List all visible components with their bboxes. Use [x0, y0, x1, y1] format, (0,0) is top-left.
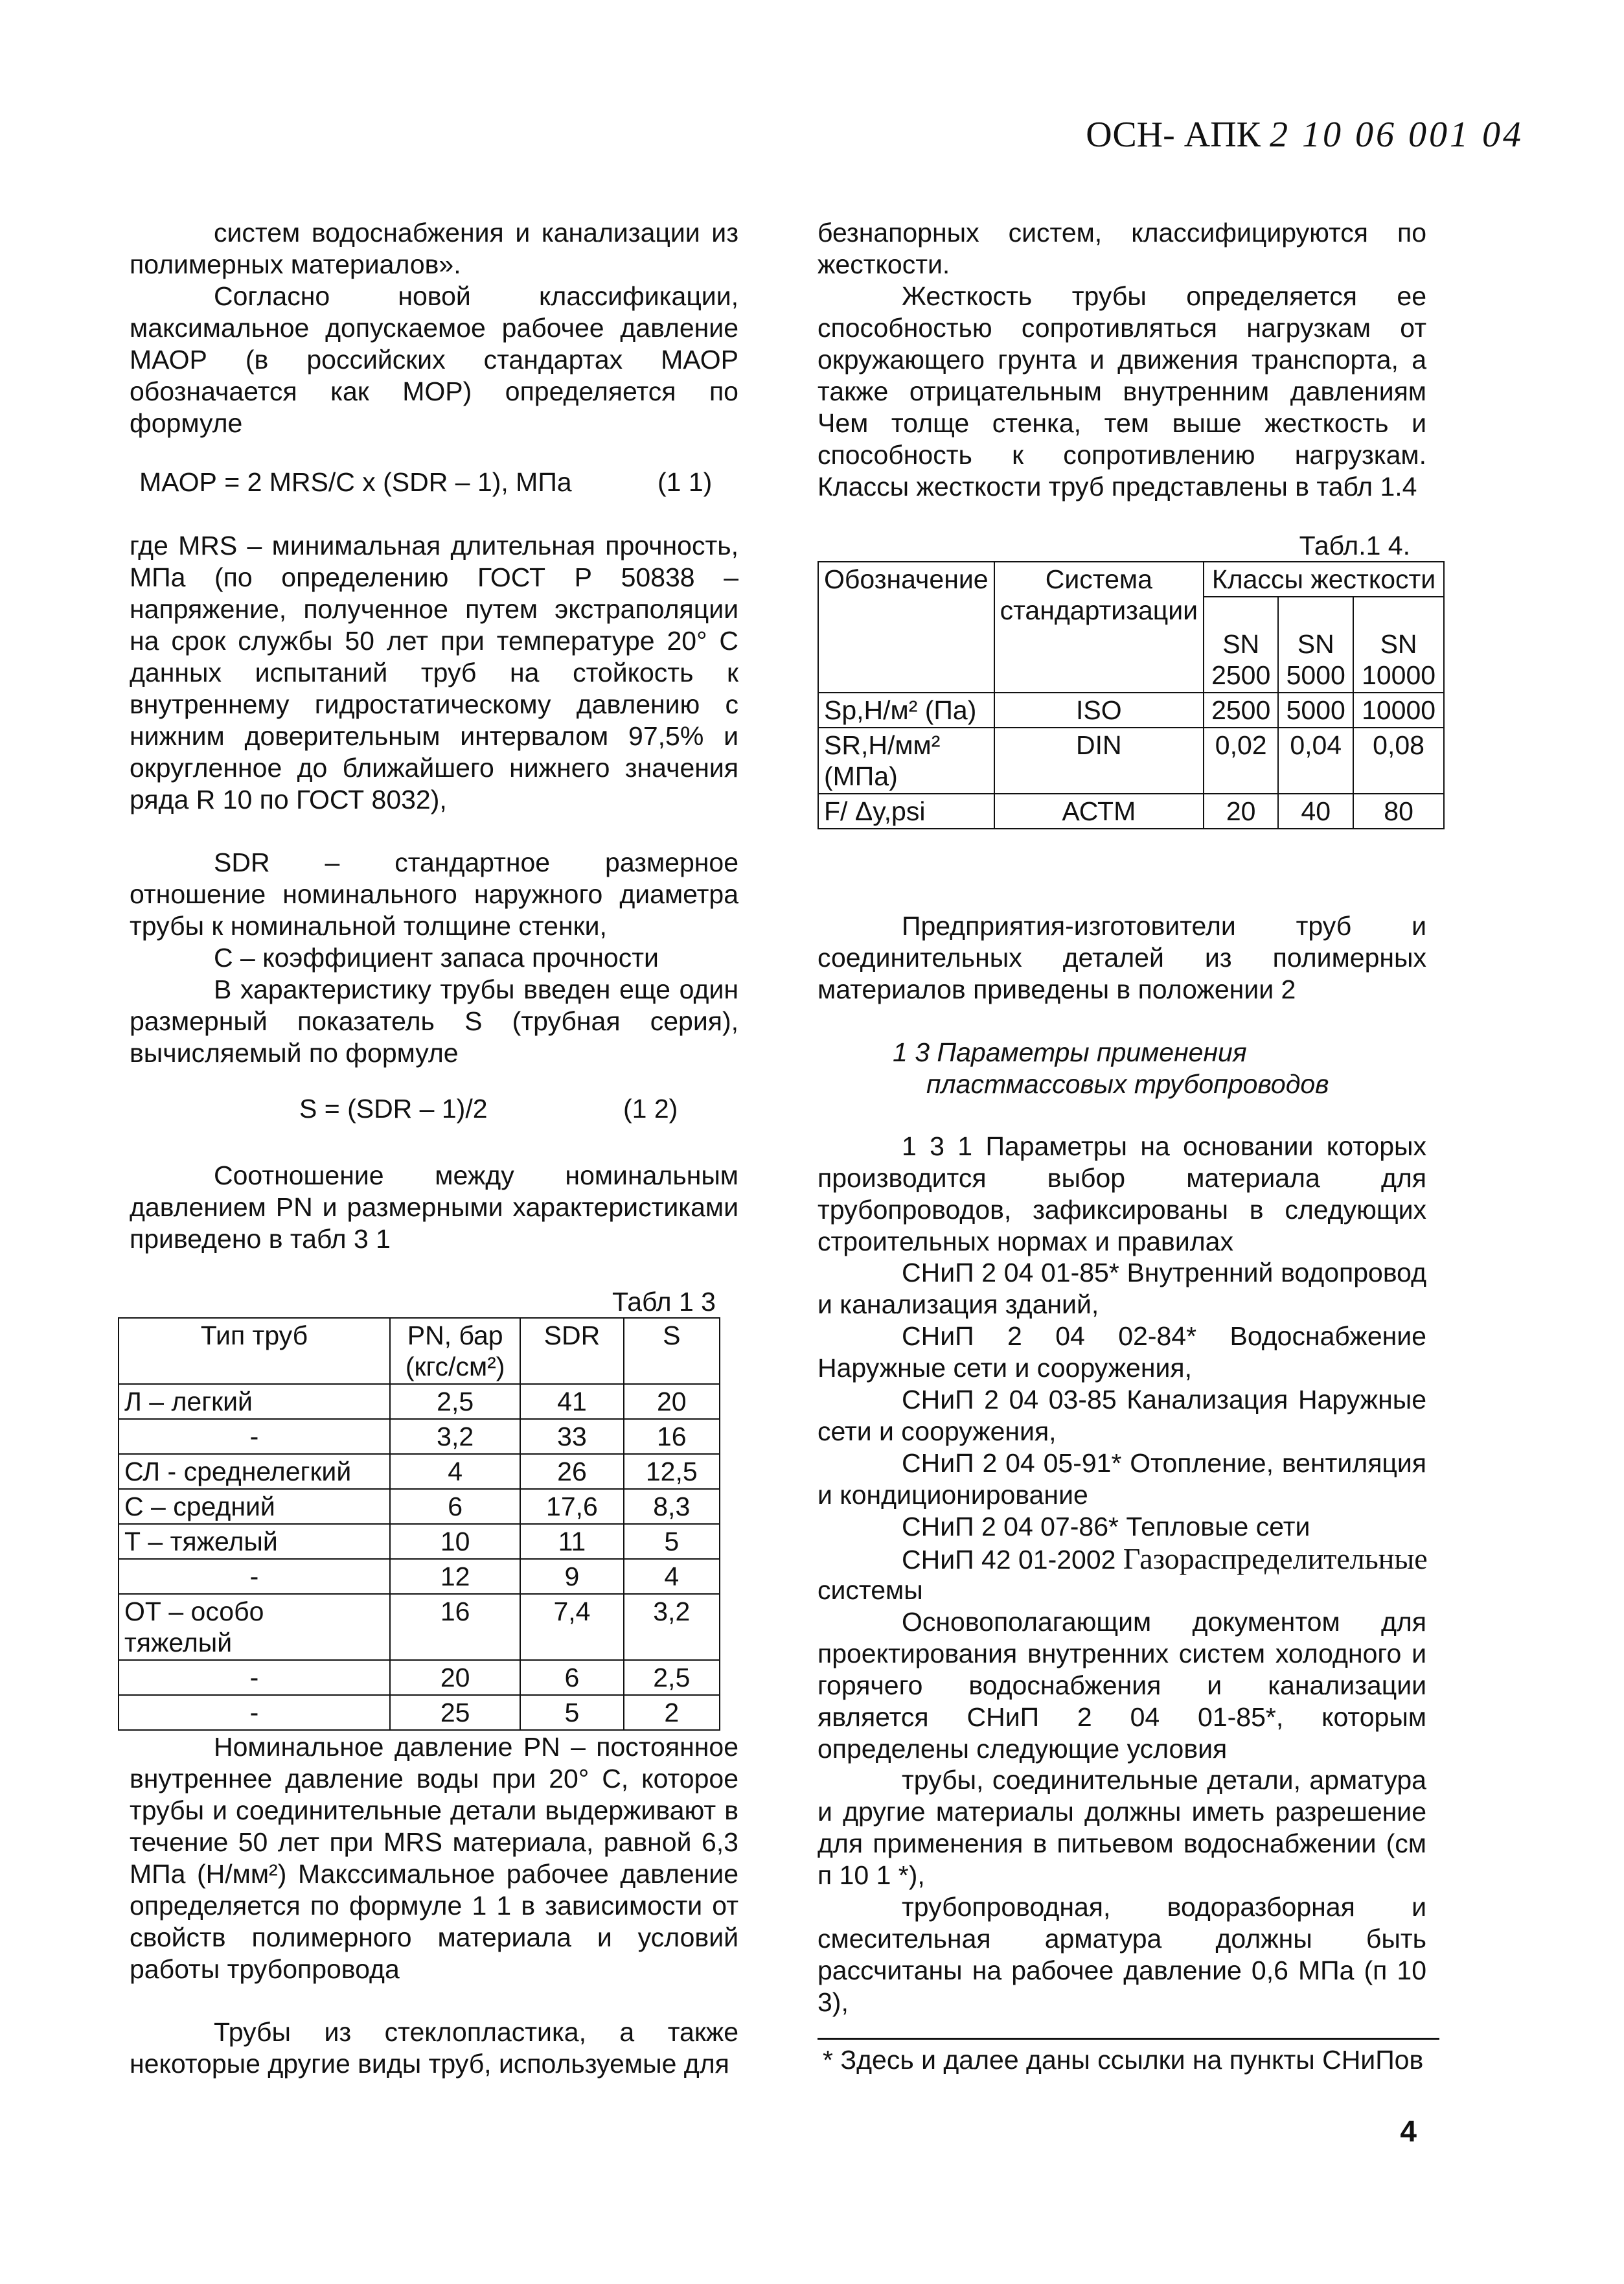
col-header-sn5000: SN 5000 — [1278, 597, 1353, 693]
col-header-sn2500: SN 2500 — [1204, 597, 1278, 693]
left-paragraph-6: В характеристику трубы введен еще один размерный показатель S (трубная серия), вычисляемый по формуле — [130, 975, 738, 1068]
table-cell: 12 — [390, 1559, 521, 1594]
formula-2-row — [130, 1093, 738, 1125]
table-cell: - — [119, 1695, 390, 1730]
snip-2-04-05-91: СНиП 2 04 05-91* Отопление, вентиляция и кондиционирование — [818, 1448, 1426, 1510]
col-header-designation: Обозначение — [818, 562, 994, 693]
table-cell: 80 — [1353, 794, 1444, 829]
table-cell: 4 — [390, 1454, 521, 1489]
section-title-line-2: пластмассовых трубопроводов — [926, 1069, 1329, 1099]
table-cell: 20 — [624, 1384, 720, 1419]
table-cell: 20 — [390, 1660, 521, 1695]
section-title — [893, 1037, 1424, 1100]
table-cell: SR,Н/мм² (МПа) — [818, 728, 994, 794]
table-cell: Sр,Н/м² (Па) — [818, 693, 994, 728]
table-cell: 0,08 — [1353, 728, 1444, 794]
snip-42-01-2002-title: Газораспределительные — [1123, 1542, 1428, 1575]
table-cell: 10000 — [1353, 693, 1444, 728]
table-cell: 0,04 — [1278, 728, 1353, 794]
table-cell: СЛ - среднелегкий — [119, 1454, 390, 1489]
table-cell: 9 — [520, 1559, 623, 1594]
document-code-prefix: ОСН- АПК — [1086, 115, 1261, 155]
right-paragraph-4: 1 3 1 Параметры на основании которых производится выбор материала для трубопроводов, зафиксированы в следующих строительных нормах и правилах — [818, 1131, 1426, 1256]
table-cell: Т – тяжелый — [119, 1524, 390, 1559]
table-cell: 20 — [1204, 794, 1278, 829]
table-cell: 2 — [624, 1695, 720, 1730]
snip-2-04-03-85: СНиП 2 04 03-85 Канализация Наружные сети и сооружения, — [818, 1385, 1426, 1446]
table-cell: 25 — [390, 1695, 521, 1730]
table-cell: - — [119, 1419, 390, 1454]
table-cell: 0,02 — [1204, 728, 1278, 794]
right-paragraph-7: трубопроводная, водоразборная и смесительная арматура должны быть рассчитаны на рабочее давление 0,6 МПа (п 10 3), — [818, 1892, 1426, 2017]
left-paragraph-8: Номинальное давление PN – постоянное внутреннее давление воды при 20° С, которое трубы и соединительные детали выдерживают в течение 50 лет при MRS материала, равной 6,3 МПа (Н/мм²) Максcимальное рабочее давление определяется по формуле 1 1 в зависимости от свойств полимерного материала и условий работы трубопровода — [130, 1732, 738, 1984]
footnote-separator — [818, 2038, 1439, 2040]
formula-1-number: (1 1) — [658, 467, 713, 497]
table-cell: 8,3 — [624, 1489, 720, 1524]
table-row — [119, 1660, 720, 1695]
left-paragraph-9: Трубы из стеклопластика, а также некоторые другие виды труб, используемые для — [130, 2017, 738, 2079]
table-row — [119, 1489, 720, 1524]
table-cell: 3,2 — [624, 1594, 720, 1660]
table-header-row — [818, 562, 1444, 597]
document-code-number: 2 10 06 001 04 — [1270, 115, 1524, 155]
right-paragraph-5: Основополагающим документом для проектирования внутренних систем холодного и горячего водоснабжения и канализации является СНиП 2 04 01-85*, которым определены следующие условия — [818, 1607, 1426, 1764]
col-header-system: Система стандартизации — [994, 562, 1204, 693]
table-row — [119, 1594, 720, 1660]
snip-42-01-2002 — [902, 1543, 1498, 1576]
table-cell: 40 — [1278, 794, 1353, 829]
snip-42-01-2002-title-cont: системы — [818, 1575, 923, 1605]
col-header-pipe-type: Тип труб — [119, 1318, 390, 1384]
table-cell: 2,5 — [390, 1384, 521, 1419]
table-cell: DIN — [994, 728, 1204, 794]
table-cell: 26 — [520, 1454, 623, 1489]
snip-2-04-02-84: СНиП 2 04 02-84* Водоснабжение Наружные сети и сооружения, — [818, 1321, 1426, 1383]
left-paragraph-3: где MRS – минимальная длительная прочность, МПа (по определению ГОСТ Р 50838 – напряжение, полученное путем экстраполяции на срок службы 50 лет при температуре 20° С данных испытаний труб на стойкость к внутреннему гидростатическому давлению с нижним доверительным интервалом 97,5% и округленное до ближайшего нижнего значения ряда R 10 по ГОСТ 8032), — [130, 531, 738, 814]
table-cell: АСТМ — [994, 794, 1204, 829]
left-paragraph-2: Согласно новой классификации, максимальное допускаемое рабочее давление МАОР (в российских стандартах МАОР обозначается как МОР) определяется по формуле — [130, 281, 738, 438]
table-cell: - — [119, 1660, 390, 1695]
table-row — [119, 1559, 720, 1594]
formula-2-number: (1 2) — [623, 1094, 678, 1124]
table-row — [119, 1454, 720, 1489]
table-header-row — [119, 1318, 720, 1384]
document-code — [1086, 115, 1524, 154]
left-paragraph-4: SDR – стандартное размерное отношение номинального наружного диаметра трубы к номинальной толщине стенки, — [130, 848, 738, 941]
section-title-line-1: 1 3 Параметры применения — [893, 1037, 1247, 1067]
col-header-s: S — [624, 1318, 720, 1384]
table-cell: 5000 — [1278, 693, 1353, 728]
right-paragraph-3: Предприятия-изготовители труб и соединительных деталей из полимерных материалов приведены в положении 2 — [818, 911, 1426, 1004]
table-cell: 5 — [624, 1524, 720, 1559]
table-cell: 4 — [624, 1559, 720, 1594]
table-row — [818, 693, 1444, 728]
table-cell: 2500 — [1204, 693, 1278, 728]
col-header-classes: Классы жесткости — [1204, 562, 1444, 597]
page-number: 4 — [1400, 2114, 1417, 2148]
table-cell: F/ Δy,psi — [818, 794, 994, 829]
table-cell: 41 — [520, 1384, 623, 1419]
table-row — [119, 1695, 720, 1730]
table-row — [818, 728, 1444, 794]
table-row — [119, 1384, 720, 1419]
formula-1: МАОР = 2 MRS/C x (SDR – 1), МПа — [139, 467, 572, 497]
table-cell: ОТ – особо тяжелый — [119, 1594, 390, 1660]
table-cell: 6 — [390, 1489, 521, 1524]
table-cell: 17,6 — [520, 1489, 623, 1524]
table-1-3-caption: Табл 1 3 — [612, 1287, 716, 1317]
table-cell: 7,4 — [520, 1594, 623, 1660]
table-row — [818, 794, 1444, 829]
snip-42-01-2002-code: СНиП 42 01-2002 — [902, 1545, 1116, 1575]
formula-1-row — [139, 467, 722, 499]
table-1-4-caption: Табл.1 4. — [1299, 531, 1410, 560]
formula-2: S = (SDR – 1)/2 — [299, 1094, 488, 1124]
col-header-pn: PN, бар (кгс/см²) — [390, 1318, 521, 1384]
right-paragraph-1: безнапорных систем, классифицируются по жесткости. — [818, 218, 1426, 279]
table-cell: 10 — [390, 1524, 521, 1559]
left-paragraph-5: С – коэффициент запаса прочности — [214, 943, 659, 973]
table-cell: 33 — [520, 1419, 623, 1454]
table-cell: 5 — [520, 1695, 623, 1730]
snip-2-04-07-86: СНиП 2 04 07-86* Тепловые сети — [902, 1512, 1310, 1541]
footnote: * Здесь и далее даны ссылки на пункты СНиПов — [823, 2045, 1424, 2075]
table-cell: ISO — [994, 693, 1204, 728]
table-cell: 2,5 — [624, 1660, 720, 1695]
table-cell: 12,5 — [624, 1454, 720, 1489]
col-header-sn10000: SN 10000 — [1353, 597, 1444, 693]
table-cell: 16 — [390, 1594, 521, 1660]
table-row — [119, 1524, 720, 1559]
left-paragraph-1: систем водоснабжения и канализации из полимерных материалов». — [130, 218, 738, 279]
table-cell: 11 — [520, 1524, 623, 1559]
table-row — [119, 1419, 720, 1454]
snip-2-04-01-85: СНиП 2 04 01-85* Внутренний водопровод и канализация зданий, — [818, 1258, 1426, 1319]
right-paragraph-6: трубы, соединительные детали, арматура и другие материалы должны иметь разрешение для применения в питьевом водоснабжении (см п 10 1 *), — [818, 1765, 1426, 1890]
table-cell: - — [119, 1559, 390, 1594]
table-cell: 3,2 — [390, 1419, 521, 1454]
table-cell: 16 — [624, 1419, 720, 1454]
table-cell: 6 — [520, 1660, 623, 1695]
stiffness-classes-table — [818, 561, 1445, 829]
table-cell: Л – легкий — [119, 1384, 390, 1419]
left-paragraph-7: Соотношение между номинальным давлением PN и размерными характеристиками приведено в табл 3 1 — [130, 1160, 738, 1254]
pipe-types-table — [118, 1317, 720, 1731]
table-cell: С – средний — [119, 1489, 390, 1524]
col-header-sdr: SDR — [520, 1318, 623, 1384]
right-paragraph-2: Жесткость трубы определяется ее способностью сопротивляться нагрузкам от окружающего грунта и движения транспорта, а также отрицательным внутренним давлениям Чем толще стенка, тем выше жесткость и способность к сопротивлению нагрузкам. Классы жесткости труб представлены в табл 1.4 — [818, 281, 1426, 502]
